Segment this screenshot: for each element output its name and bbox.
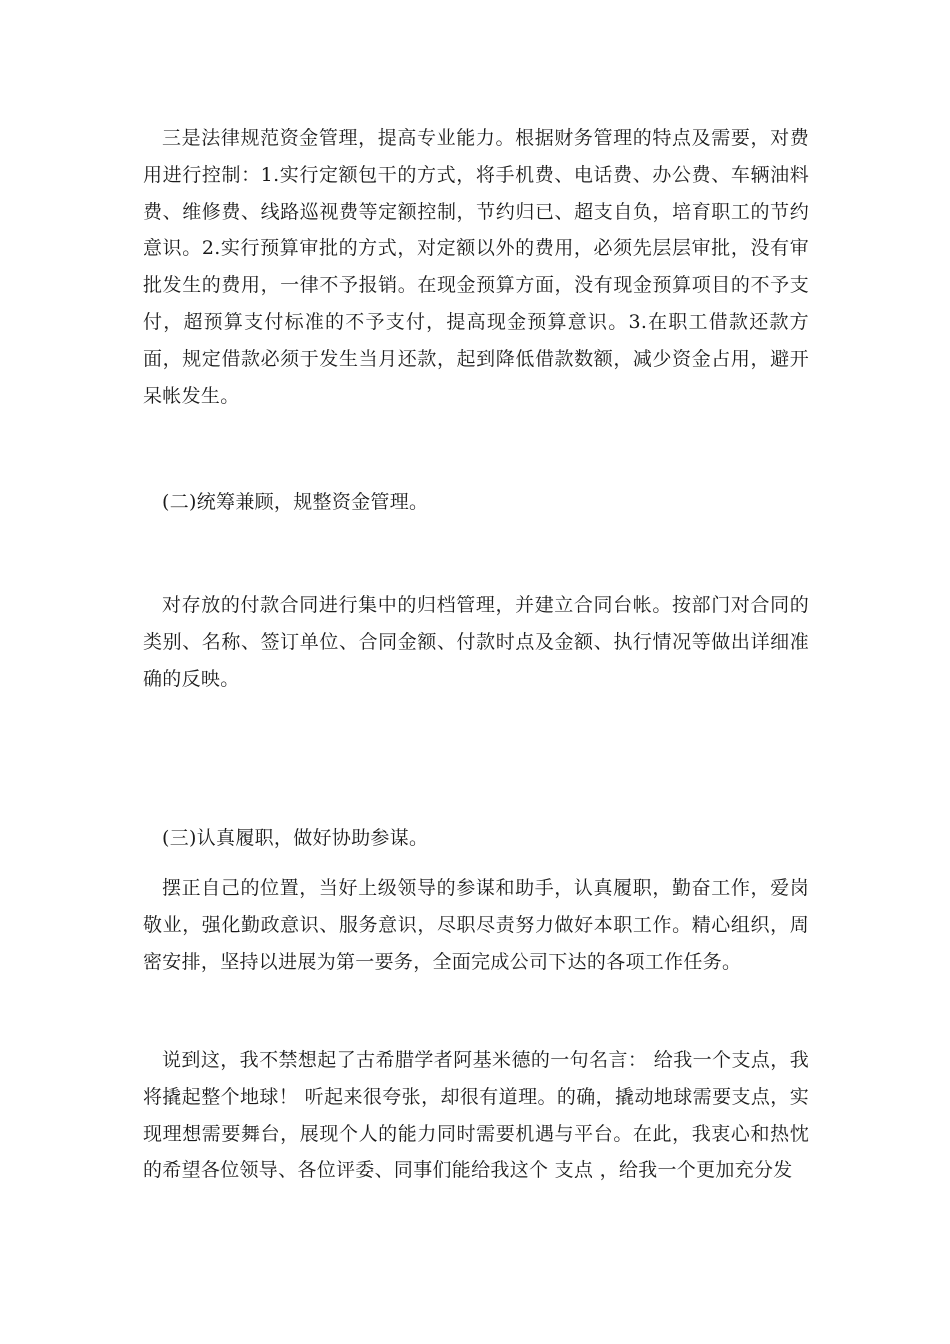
- section-heading-2: (二)统筹兼顾，规整资金管理。: [162, 491, 429, 513]
- paragraph-contract-archive: 对存放的付款合同进行集中的归档管理，并建立合同台帐。按部门对合同的类别、名称、签订单位、合同金额、付款时点及金额、执行情况等做出详细准确的反映。: [143, 594, 809, 690]
- paragraph-archimedes-quote: 说到这，我不禁想起了古希腊学者阿基米德的一句名言： 给我一个支点，我将撬起整个地球！ 听起来很夸张，却很有道理。的确，撬动地球需要支点，实现理想需要舞台，展现个人的能力同时需要机遇与平台。在此，我衷心和热忱的希望各位领导、各位评委、同事们能给我这个 支点 ，给我一个更加充分发: [143, 1049, 809, 1182]
- section-heading-3: (三)认真履职，做好协助参谋。: [162, 827, 429, 849]
- paragraph-fund-management: 三是法律规范资金管理，提高专业能力。根据财务管理的特点及需要，对费用进行控制：1.实行定额包干的方式，将手机费、电话费、办公费、车辆油料费、维修费、线路巡视费等定额控制，节约归已、超支自负，培育职工的节约意识。2.实行预算审批的方式，对定额以外的费用，必须先层层审批，没有审批发生的费用，一律不予报销。在现金预算方面，没有现金预算项目的不予支付，超预算支付标准的不予支付，提高现金预算意识。3.在职工借款还款方面，规定借款必须于发生当月还款，起到降低借款数额，减少资金占用，避开呆帐发生。: [143, 127, 809, 407]
- paragraph-duty: 摆正自己的位置，当好上级领导的参谋和助手，认真履职，勤奋工作，爱岗敬业，强化勤政意识、服务意识，尽职尽责努力做好本职工作。精心组织，周密安排，坚持以进展为第一要务，全面完成公司下达的各项工作任务。: [143, 877, 809, 973]
